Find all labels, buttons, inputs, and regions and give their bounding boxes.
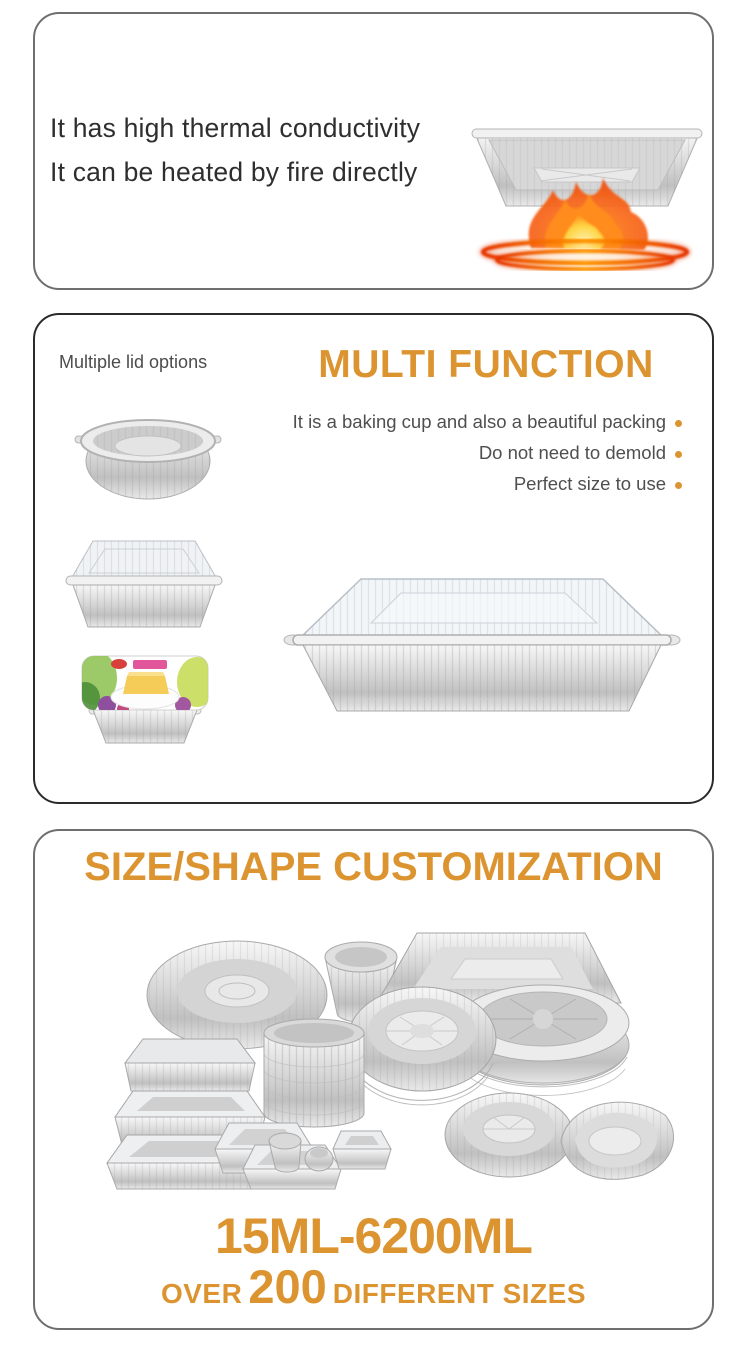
benefit-text: Perfect size to use: [513, 473, 666, 494]
foil-pan: [472, 129, 702, 206]
size-customization-section: [33, 829, 714, 1330]
bullet-dot-icon: [675, 420, 682, 427]
benefit-item: [293, 443, 682, 463]
thermal-conductivity-section: [33, 12, 714, 290]
over-suffix: DIFFERENT SIZES: [332, 1278, 587, 1309]
benefit-text: It is a baking cup and also a beautiful packing: [292, 411, 666, 432]
multiple-lid-options-label: Multiple lid options: [59, 352, 208, 372]
round-foil-bowl-image: [73, 405, 223, 509]
printed-lid-art: [77, 651, 213, 715]
thermal-line-1: It has high thermal conductivity: [50, 113, 421, 143]
sizes-count: 200: [248, 1260, 327, 1313]
teardrop-pan: [561, 1102, 674, 1179]
over-prefix: OVER: [160, 1278, 243, 1309]
foil-pan-over-fire-image: [461, 106, 713, 276]
thermal-line-2: It can be heated by fire directly: [50, 157, 418, 187]
bullet-dot-icon: [675, 451, 682, 458]
benefit-list: [293, 412, 682, 505]
rect-foil-container-with-lid-image: [59, 529, 229, 635]
benefit-text: Do not need to demold: [478, 442, 666, 463]
bullet-dot-icon: [675, 482, 682, 489]
benefit-item: [293, 412, 682, 432]
thermal-text-block: [50, 106, 420, 194]
round-pan-front: [445, 1093, 573, 1177]
size-customization-title: SIZE/SHAPE CUSTOMIZATION: [84, 845, 663, 889]
cup-stack: [264, 1019, 364, 1127]
printed-lid-container-image: [77, 648, 213, 748]
benefit-item: [293, 474, 682, 494]
large-tray-with-clear-lid-image: [281, 571, 683, 716]
capacity-range: 15ML-6200ML: [215, 1208, 532, 1264]
foil-container-collection-image: [69, 905, 681, 1191]
oval-pan: [348, 987, 496, 1105]
sizes-count-line: [35, 1260, 712, 1318]
multi-function-title: MULTI FUNCTION: [318, 343, 654, 386]
multi-function-section: [33, 313, 714, 804]
mini-containers: [269, 1131, 391, 1172]
